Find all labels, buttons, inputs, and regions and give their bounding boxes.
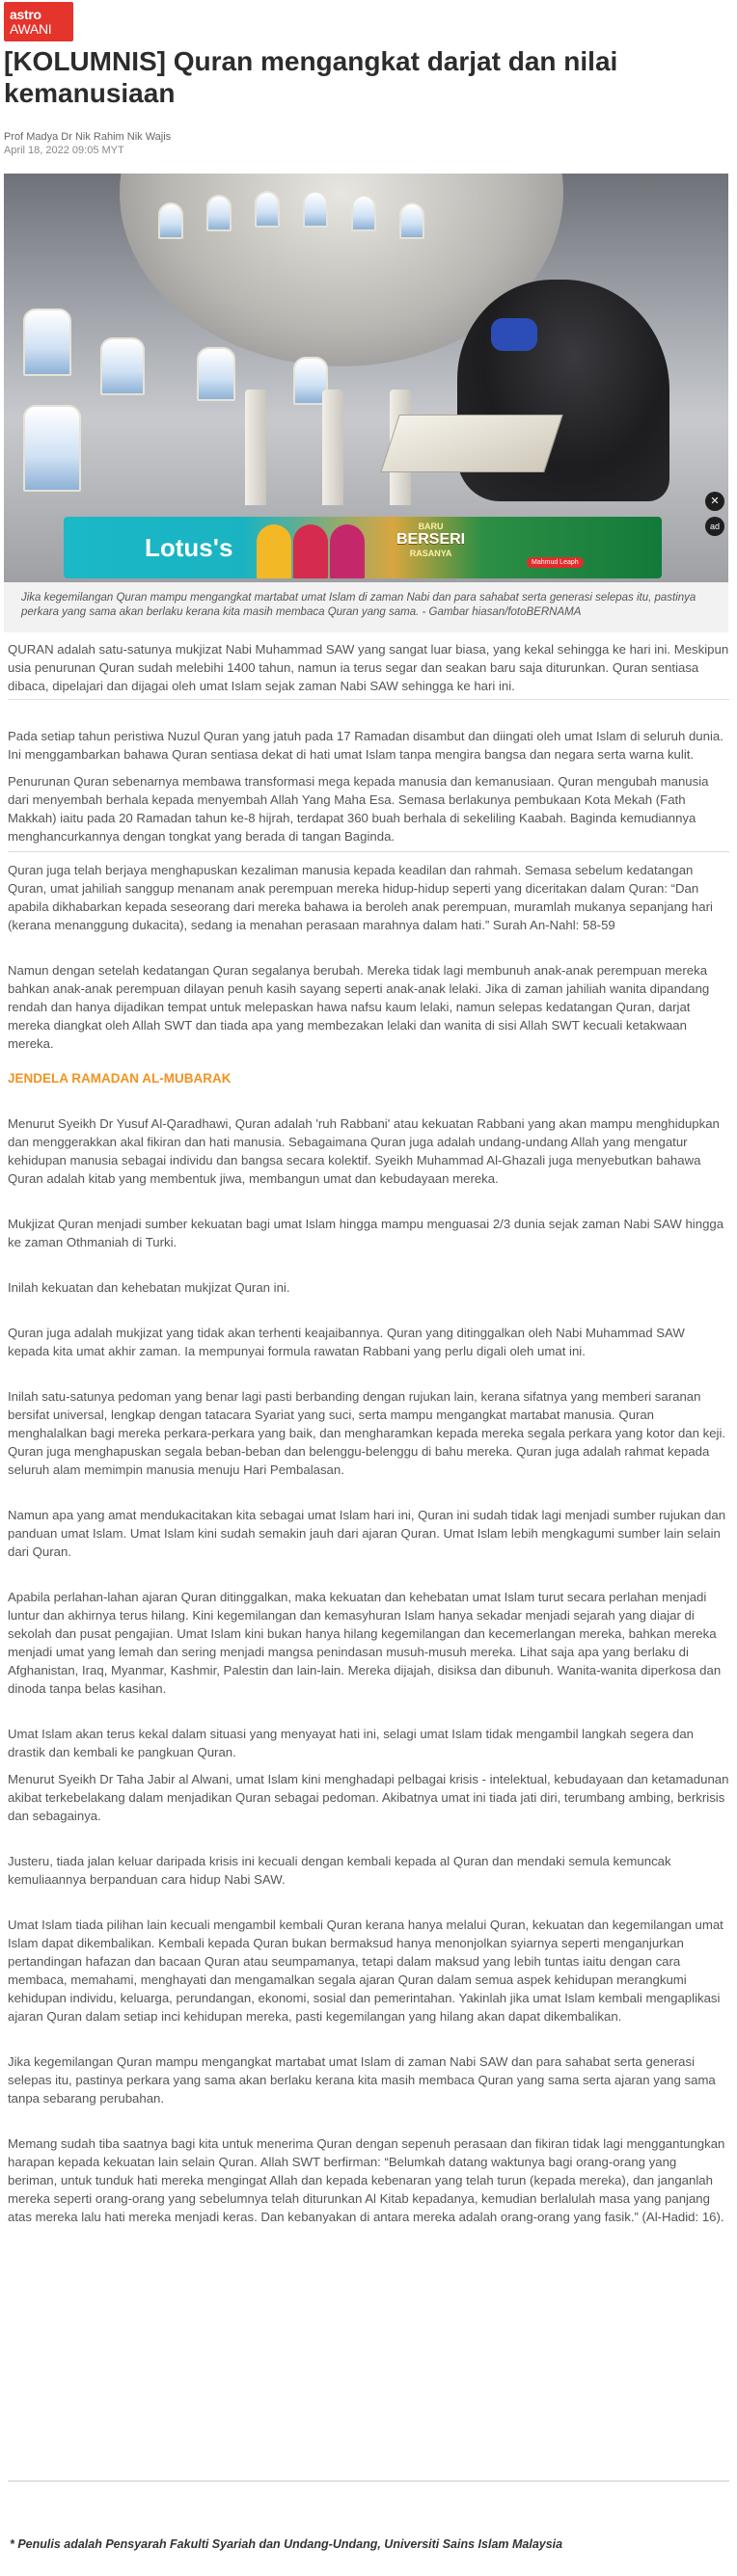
mosque-window xyxy=(303,191,328,228)
quran-book xyxy=(380,415,562,472)
article-date: April 18, 2022 09:05 MYT xyxy=(4,145,124,156)
mosque-window xyxy=(351,195,376,231)
hero-image xyxy=(4,174,728,582)
paragraph: Quran juga adalah mukjizat yang tidak akan terhenti keajaibannya. Quran yang ditinggalkan oleh Nabi Muhammad SAW kepada kita umat akhir zaman. Ia mempunyai formula rawatan Rabbani yang perlu digali oleh umat ini. xyxy=(8,1326,685,1358)
paragraph: Namun apa yang amat mendukacitakan kita sebagai umat Islam hari ini, Quran ini sudah tidak lagi menjadi sumber rujukan dan panduan umat Islam. Umat Islam kini sudah semakin jauh dari ajaran Quran. Umat Islam lebih mengkagumi sumber lain selain dari Quran. xyxy=(8,1508,726,1559)
ad-slogan-line-3: RASANYA xyxy=(409,549,452,558)
paragraph: Pada setiap tahun peristiwa Nuzul Quran yang jatuh pada 17 Ramadan disambut dan diingati oleh umat Islam di seluruh dunia. Ini menggambarkan bahawa Quran sentiasa dekat di hati umat Islam tanpa mengira bangsa dan negara serta warna kulit. xyxy=(8,729,723,762)
mosque-window xyxy=(197,347,235,401)
paragraph: Menurut Syeikh Dr Yusuf Al-Qaradhawi, Quran adalah 'ruh Rabbani' atau kekuatan Rabbani yang akan mampu menghidupkan dan menggerakkan akal fikiran dan hati manusia. Sebagaimana Quran juga adalah undang-undang Allah yang mengatur kehidupan manusia sebagai individu dan bangsa secara kolektif. Syeikh Muhammad Al-Ghazali juga menyebutkan bahawa Quran adalah kitab yang membentuk jiwa, membangun umat dan kebudayaan mereka. xyxy=(8,1116,720,1186)
author-footnote: * Penulis adalah Pensyarah Fakulti Syariah dan Undang-Undang, Universiti Sains Islam Malaysia xyxy=(10,2537,563,2551)
paragraph: Justeru, tiada jalan keluar daripada krisis ini kecuali dengan kembali kepada al Quran dan mendaki semula kemuncak kemuliaannya berpanduan cara hidup Nabi SAW. xyxy=(8,1854,671,1887)
section-subheading: JENDELA RAMADAN AL-MUBARAK xyxy=(8,1071,232,1086)
divider xyxy=(8,851,729,852)
ad-brand: Lotus's xyxy=(145,533,233,562)
article-author[interactable]: Prof Madya Dr Nik Rahim Nik Wajis xyxy=(4,131,172,143)
paragraph: Umat Islam tiada pilihan lain kecuali mengambil kembali Quran kerana hanya melalui Quran, kekuatan dan kegemilangan umat Islam dapat dikembalikan. Kembali kepada Quran bukan bermaksud hanya menonjolkan syiarnya seperti menganjurkan pertandingan hafazan dan bacaan Quran atau seumpamanya, tetapi dalam maksud yang lebih tuntas iaitu dengan cara membaca, memahami, menghayati dan mengamalkan segala ajaran Quran dalam semua aspek kehidupan merangkumi kehidupan individu, keluarga, perundangan, ekonomi, sosial dan pemerintahan. Yakinlah jika umat Islam kembali mengaplikasi ajaran Quran dalam setiap inci kehidupan mereka, pasti kegemilangan yang hilang akan dapat dikembalikan. xyxy=(8,1918,723,2024)
article-title: [KOLUMNIS] Quran mengangkat darjat dan nilai kemanusiaan xyxy=(4,46,618,108)
paragraph: Inilah satu-satunya pedoman yang benar lagi pasti berbanding dengan rujukan lain, kerana sifatnya yang memberi saranan bersifat universal, lengkap dengan tatacara Syariat yang suci, serta mampu mengangkat martabat manusia. Quran menghalalkan bagi mereka perkara-perkara yang baik, dan mengharamkan kepada mereka segala perkara yang kotor dan keji. Quran juga menghapuskan segala beban-beban dan belenggu-belenggu di bahu mereka. Quran juga adalah rahmat kepada seluruh alam memimpin manusia menuju Hari Pembalasan. xyxy=(8,1389,726,1477)
mosque-pillar xyxy=(322,389,343,505)
paragraph: Penurunan Quran sebenarnya membawa transformasi mega kepada manusia dan kemanusiaan. Quran mengubah manusia dari menyembah berhala kepada menyembah Allah Yang Maha Esa. Semasa berlakunya pembukaan Kota Mekah (Fath Makkah) iaitu pada 20 Ramadan tahun ke-8 hijrah, terdapat 360 buah berhala di sekeliling Kaabah. Baginda kemudiannya menghancurkannya dengan tongkat yang berada di tangan Baginda. xyxy=(8,774,709,844)
ad-choices-icon[interactable]: ad xyxy=(705,517,724,536)
image-caption: Jika kegemilangan Quran mampu mengangkat martabat umat Islam di zaman Nabi dan para sahabat serta generasi selepas itu, pastinya perkara yang sama akan berlaku kerana kita masih membaca Quran yang sama. - Gambar hiasan/fotoBERNAMA xyxy=(4,582,728,632)
logo-line-2: AWANI xyxy=(10,20,52,37)
face-mask xyxy=(491,318,537,351)
mosque-window xyxy=(206,195,232,231)
mosque-window xyxy=(255,191,280,228)
ad-slogan-line-1: BARU xyxy=(418,522,444,531)
footer-divider xyxy=(8,2481,729,2482)
divider xyxy=(8,699,729,700)
ad-close-icon[interactable]: ✕ xyxy=(705,492,724,511)
paragraph: Memang sudah tiba saatnya bagi kita untuk menerima Quran dengan sepenuh perasaan dan fikiran tidak lagi menggantungkan harapan kepada kekuatan lain selain Quran. Allah SWT berfirman: “Belumkah datang waktunya bagi orang-orang yang beriman, untuk tunduk hati mereka mengingat Allah dan kepada kebenaran yang telah turun (kepada mereka), dan janganlah mereka seperti orang-orang yang sebelumnya telah diturunkan Al Kitab kepadanya, kemudian berlalulah masa yang panjang atas mereka lalu hati mereka menjadi keras. Dan kebanyakan di antara mereka adalah orang-orang yang fasik.” (Al-Hadid: 16). xyxy=(8,2136,725,2224)
paragraph: Namun dengan setelah kedatangan Quran segalanya berubah. Mereka tidak lagi membunuh anak-anak perempuan mereka bahkan anak-anak perempuan dilayan penuh kasih sayang seperti anak-anak lelaki. Jika di zaman jahiliah wanita dipandang rendah dan hanya dijadikan tempat untuk melepaskan hawa nafsu kaum lelaki, namun selepas kedatangan Quran, darjat mereka diangkat oleh Allah SWT dan tiada apa yang membezakan lelaki dan wanita di sisi Allah SWT kecuali ketakwaan mereka. xyxy=(8,963,710,1051)
ad-person xyxy=(257,524,291,578)
mosque-window xyxy=(23,309,71,376)
ad-slogan xyxy=(396,522,465,558)
paragraph: Inilah kekuatan dan kehebatan mukjizat Quran ini. xyxy=(8,1280,290,1295)
paragraph: Apabila perlahan-lahan ajaran Quran ditinggalkan, maka kekuatan dan kehebatan umat Islam turut secara perlahan menjadi luntur dan akhirnya terus hilang. Kini kegemilangan dan kemasyhuran Islam hanya sekadar menjadi sejarah yang diajar di sekolah dan pusat pengajian. Umat Islam kini bukan hanya hilang kegemilangan dan kecemerlangan mereka, bahkan mereka menjadi umat yang lemah dan sering menjadi mangsa penindasan musuh-musuh mereka. Lihat saja apa yang berlaku di Afghanistan, Iraq, Myanmar, Kashmir, Palestin dan lain-lain. Mereka dijajah, disiksa dan dibunuh. Wanita-wanita diperkosa dan dinoda tanpa belas kasihan. xyxy=(8,1590,722,1696)
mosque-window xyxy=(100,337,145,395)
paragraph: Mukjizat Quran menjadi sumber kekuatan bagi umat Islam hingga mampu menguasai 2/3 dunia sejak zaman Nabi SAW hingga ke zaman Othmaniah di Turki. xyxy=(8,1217,724,1249)
paragraph: Jika kegemilangan Quran mampu mengangkat martabat umat Islam di zaman Nabi SAW dan para sahabat serta generasi selepas itu, pastinya perkara yang sama akan berlaku kerana kita masih membaca Quran yang sama serta ajaran yang sama tanpa sebarang perubahan. xyxy=(8,2054,716,2106)
mosque-window xyxy=(158,202,183,239)
logo-line-1: astro xyxy=(10,6,41,22)
advertisement-banner[interactable] xyxy=(64,517,662,578)
ad-slogan-line-2: BERSERI xyxy=(396,531,466,548)
paragraph: Umat Islam akan terus kekal dalam situasi yang menyayat hati ini, selagi umat Islam tidak mengambil langkah segera dan drastik dan kembali ke pangkuan Quran. xyxy=(8,1727,695,1759)
article-body xyxy=(8,640,729,2226)
ad-tag: Mahmud Leaph xyxy=(527,557,584,568)
paragraph: Menurut Syeikh Dr Taha Jabir al Alwani, umat Islam kini menghadapi pelbagai krisis - intelektual, kebudayaan dan ketamadunan akibat terkebelakang dalam menjadikan Quran sebagai pedoman. Akibatnya umat ini tiada jati diri, terumbang ambing, berkrisis dan sebagainya. xyxy=(8,1772,729,1823)
astro-awani-logo[interactable] xyxy=(4,2,73,41)
mosque-window xyxy=(399,202,424,239)
mosque-window xyxy=(23,405,81,492)
ad-person xyxy=(293,524,328,578)
mosque-pillar xyxy=(245,389,266,505)
paragraph: QURAN adalah satu-satunya mukjizat Nabi Muhammad SAW yang sangat luar biasa, yang kekal sehingga ke hari ini. Meskipun usia penurunan Quran sudah melebihi 1400 tahun, namun ia terus segar dan seakan baru saja diturunkan. Quran sentiasa dibaca, dipelajari dan dijagai oleh umat Islam sejak zaman Nabi SAW sehingga ke hari ini. xyxy=(8,642,729,693)
paragraph: Quran juga telah berjaya menghapuskan kezaliman manusia kepada keadilan dan rahmah. Semasa sebelum kedatangan Quran, umat jahiliah sanggup menanam anak perempuan mereka hidup-hidup seperti yang diceritakan dalam Quran: “Dan apabila dikhabarkan kepada seseorang dari mereka bahawa ia beroleh anak perempuan, muramlah mukanya sepanjang hari (kerana menanggung dukacita), sedang ia menahan perasaan marahnya dalam hati.” Surah An-Nahl: 58-59 xyxy=(8,863,713,932)
ad-person xyxy=(330,524,365,578)
